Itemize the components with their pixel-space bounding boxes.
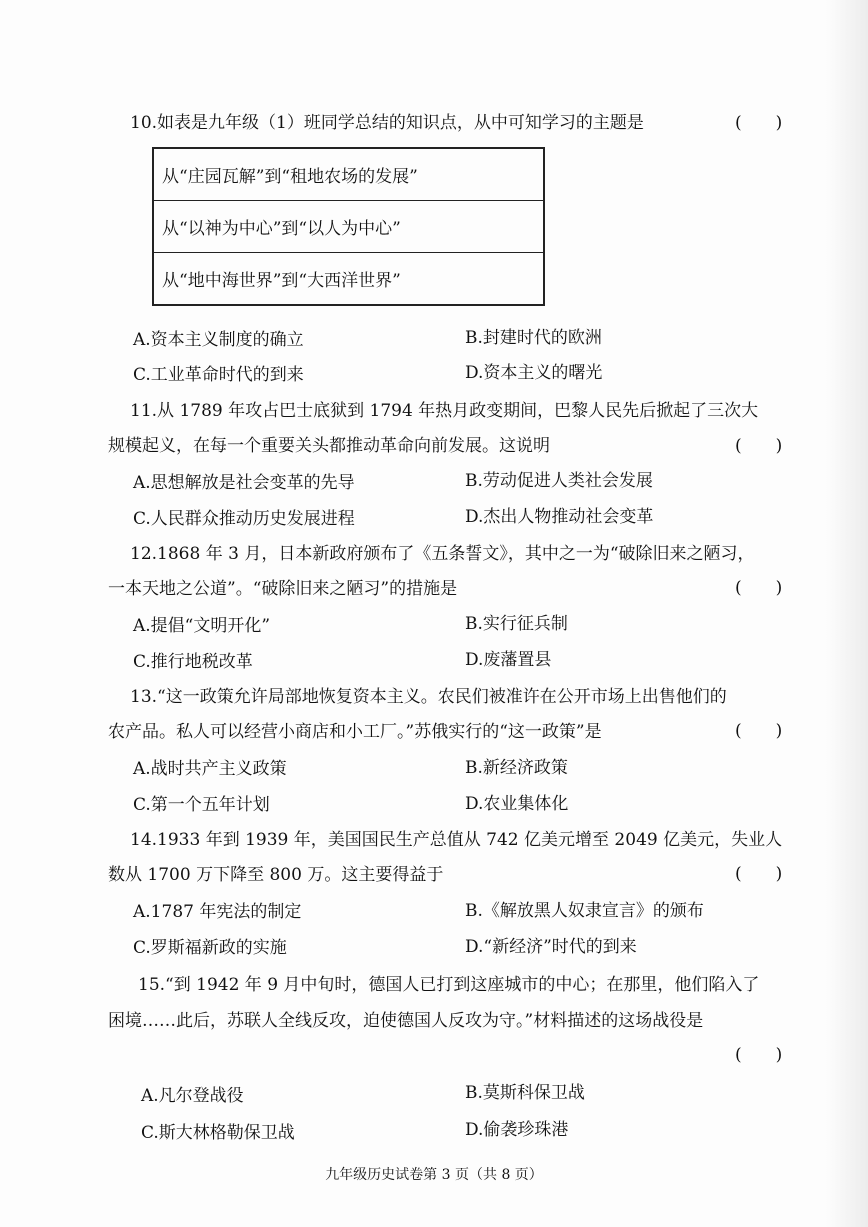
scan-edge-shadow: [826, 0, 868, 1227]
q11-option-a: A.思想解放是社会变革的先导: [133, 473, 355, 493]
q13-answer-paren: ( ): [735, 721, 783, 741]
q10-option-d: D.资本主义的曙光: [465, 363, 603, 383]
q12-option-c: C.推行地税改革: [133, 652, 253, 672]
q15-option-b: B.莫斯科保卫战: [465, 1083, 585, 1103]
q12-answer-paren: ( ): [735, 578, 783, 598]
q10-option-c: C.工业革命时代的到来: [133, 365, 304, 385]
q11-line-1: 11.从 1789 年攻占巴士底狱到 1794 年热月政变期间，巴黎人民先后掀起了三次大: [130, 401, 759, 421]
q10-option-a: A.资本主义制度的确立: [133, 330, 304, 350]
q10-table-row-2: 从“以神为中心”到“以人为中心”: [153, 201, 544, 253]
q13-option-d: D.农业集体化: [465, 794, 569, 814]
q14-line-2: 数从 1700 万下降至 800 万。这主要得益于: [108, 865, 444, 885]
q14-line-1: 14.1933 年到 1939 年，美国国民生产总值从 742 亿美元增至 2049 亿美元，失业人: [130, 830, 783, 850]
q10-table-row-3: 从“地中海世界”到“大西洋世界”: [153, 253, 544, 306]
q13-option-c: C.第一个五年计划: [133, 795, 270, 815]
q12-option-b: B.实行征兵制: [465, 614, 568, 634]
q11-option-b: B.劳动促进人类社会发展: [465, 471, 653, 491]
q14-option-d: D.“新经济”时代的到来: [465, 937, 637, 957]
q15-option-c: C.斯大林格勒保卫战: [141, 1123, 295, 1143]
q11-option-d: D.杰出人物推动社会变革: [465, 507, 654, 527]
q15-option-a: A.凡尔登战役: [141, 1086, 244, 1106]
q15-answer-paren: ( ): [735, 1045, 783, 1065]
q14-answer-paren: ( ): [735, 864, 783, 884]
q10-option-b: B.封建时代的欧洲: [465, 328, 602, 348]
q13-line-2: 农产品。私人可以经营小商店和小工厂。”苏俄实行的“这一政策”是: [108, 722, 602, 742]
q10-line-1: 10.如表是九年级（1）班同学总结的知识点，从中可知学习的主题是: [130, 113, 644, 133]
q14-option-a: A.1787 年宪法的制定: [133, 902, 302, 922]
q15-option-d: D.偷袭珍珠港: [465, 1120, 569, 1140]
page-footer: 九年级历史试卷第 3 页（共 8 页）: [325, 1167, 543, 1183]
q14-option-b: B.《解放黑人奴隶宣言》的颁布: [465, 901, 704, 921]
q12-line-1: 12.1868 年 3 月，日本新政府颁布了《五条誓文》，其中之一为“破除旧来之陋习，: [130, 544, 755, 564]
q10-knowledge-table: [152, 147, 545, 306]
q10-table-row-1: 从“庄园瓦解”到“租地农场的发展”: [153, 148, 544, 201]
q11-answer-paren: ( ): [735, 436, 783, 456]
q12-line-2: 一本天地之公道”。“破除旧来之陋习”的措施是: [108, 579, 458, 599]
q12-option-d: D.废藩置县: [465, 650, 552, 670]
q13-option-a: A.战时共产主义政策: [133, 759, 287, 779]
q13-option-b: B.新经济政策: [465, 758, 568, 778]
q12-option-a: A.提倡“文明开化”: [133, 616, 271, 636]
q14-option-c: C.罗斯福新政的实施: [133, 938, 287, 958]
q13-line-1: 13.“这一政策允许局部地恢复资本主义。农民们被准许在公开市场上出售他们的: [130, 687, 727, 707]
q11-line-2: 规模起义，在每一个重要关头都推动革命向前发展。这说明: [108, 436, 550, 456]
q11-option-c: C.人民群众推动历史发展进程: [133, 509, 355, 529]
q15-line-1: 15.“到 1942 年 9 月中旬时，德国人已打到这座城市的中心；在那里，他们陷入了: [138, 975, 760, 995]
q10-answer-paren: ( ): [735, 113, 783, 133]
q15-line-2: 困境……此后，苏联人全线反攻，迫使德国人反攻为守。”材料描述的这场战役是: [108, 1011, 704, 1031]
